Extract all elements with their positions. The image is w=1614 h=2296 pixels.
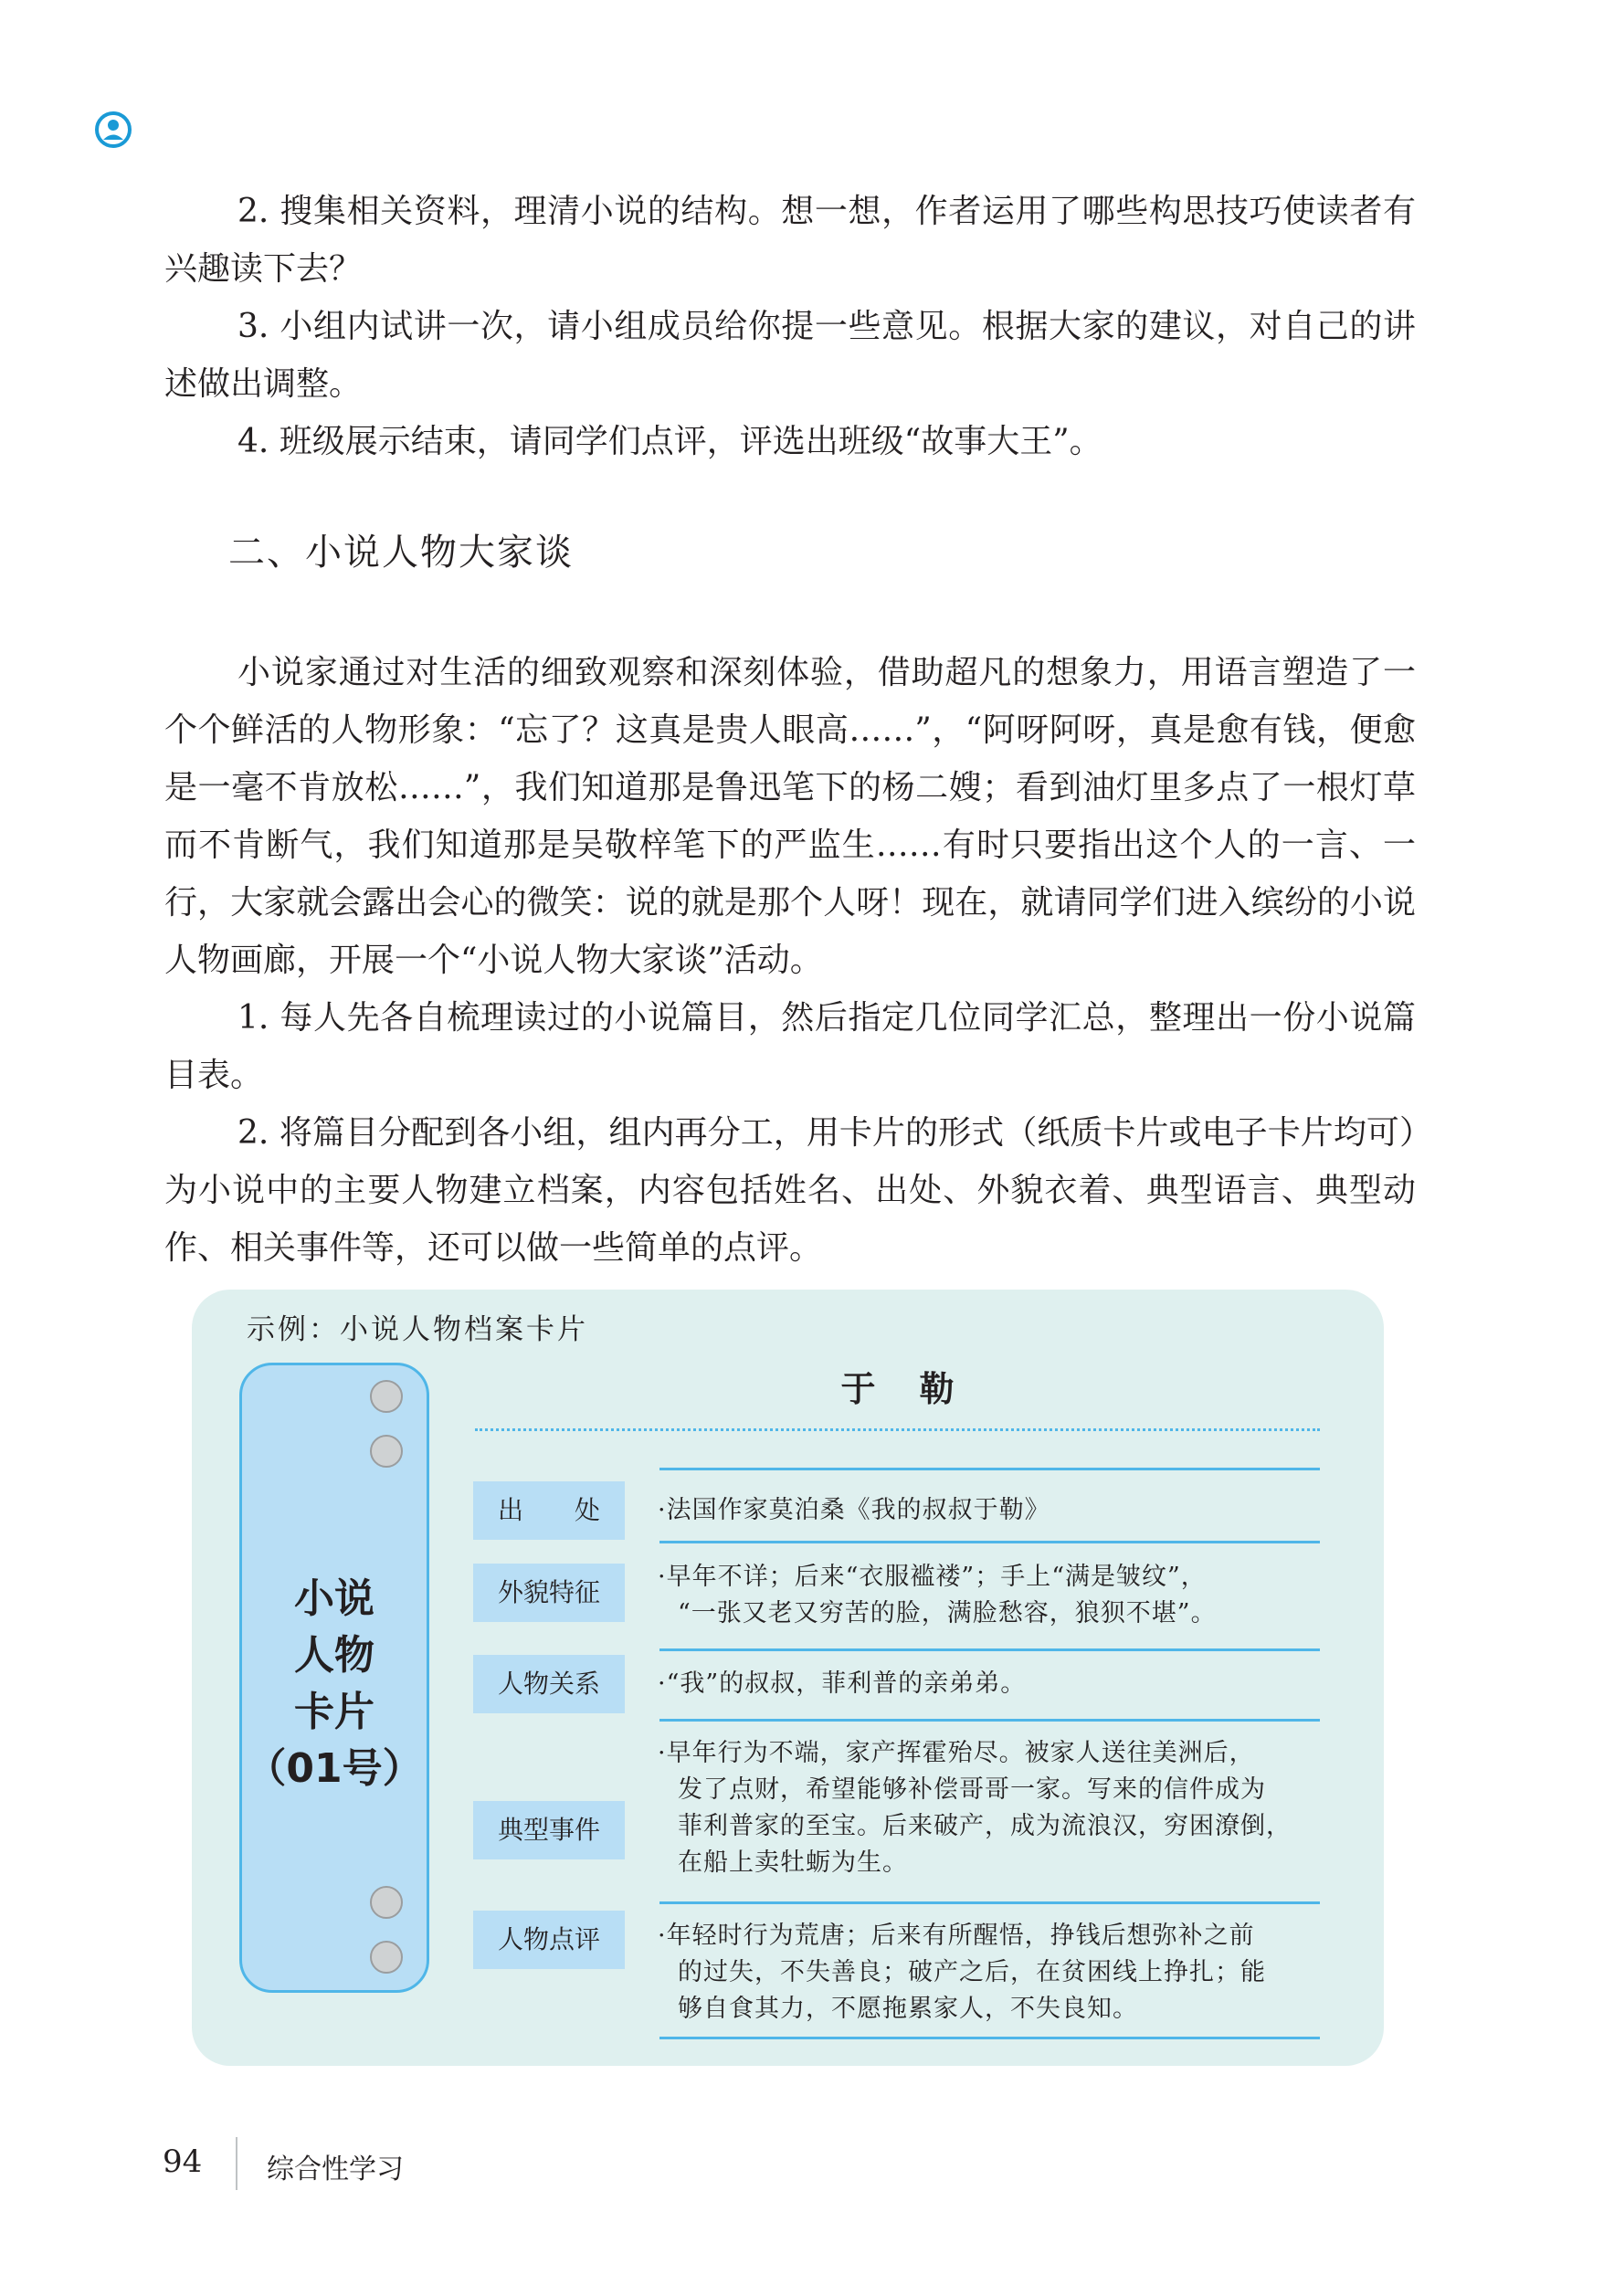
row-line-text: ·法国作家莫泊桑《我的叔叔于勒》 xyxy=(658,1496,1050,1524)
row-label-source: 出 处 xyxy=(473,1481,625,1540)
row-text-source xyxy=(658,1492,1324,1529)
tab-title xyxy=(242,1571,427,1797)
binder-hole-icon xyxy=(370,1380,403,1413)
footer-section-label: 综合性学习 xyxy=(267,2154,404,2185)
dotted-divider xyxy=(475,1428,1320,1431)
row-line-text: 发了点财，希望能够补偿哥哥一家。写来的信件成为 xyxy=(678,1775,1266,1804)
paragraph: 4. 班级展示结束，请同学们点评，评选出班级“故事大王”。 xyxy=(237,423,1102,460)
paragraph: 3. 小组内试讲一次，请小组成员给你提一些意见。根据大家的建议，对自己的讲述做出调整。 xyxy=(164,308,1416,403)
row-line-text: “一张又老又穷苦的脸，满脸愁容，狼狈不堪”。 xyxy=(678,1599,1217,1627)
row-text-events xyxy=(658,1735,1324,1881)
binder-hole-icon xyxy=(370,1941,403,1974)
tab-line: 小说 xyxy=(294,1575,374,1622)
binder-hole-icon xyxy=(370,1435,403,1468)
row-text-appearance xyxy=(658,1559,1324,1632)
section-title: 二、小说人物大家谈 xyxy=(228,532,574,574)
row-line-text: ·早年不详；后来“衣服褴褛”；手上“满是皱纹”， xyxy=(658,1563,1207,1591)
paragraph: 1. 每人先各自梳理读过的小说篇目，然后指定几位同学汇总，整理出一份小说篇目表。 xyxy=(164,999,1416,1094)
row-label-appearance: 外貌特征 xyxy=(473,1564,625,1622)
row-divider xyxy=(659,1719,1320,1722)
user-circle-icon xyxy=(95,111,132,148)
row-divider xyxy=(659,1468,1320,1470)
paragraph: 小说家通过对生活的细致观察和深刻体验，借助超凡的想象力，用语言塑造了一个个鲜活的人物形象：“忘了？这真是贵人眼高……”，“阿呀阿呀，真是愈有钱，便愈是一毫不肯放松……”，我们知道那是鲁迅笔下的杨二嫂；看到油灯里多点了一根灯草而不肯断气，我们知道那是吴敬梓笔下的严监生……有时只要指出这个人的一言、一行，大家就会露出会心的微笑：说的就是那个人呀！现在，就请同学们进入缤纷的小说人物画廊，开展一个“小说人物大家谈”活动。 xyxy=(164,654,1416,979)
row-divider xyxy=(659,2037,1320,2039)
page-number: 94 xyxy=(163,2143,203,2180)
row-line-text: ·早年行为不端，家产挥霍殆尽。被家人送往美洲后， xyxy=(658,1739,1255,1767)
row-divider xyxy=(659,1901,1320,1904)
row-line-text: 在船上卖牡蛎为生。 xyxy=(678,1848,908,1877)
row-text-comment xyxy=(658,1918,1324,2027)
row-label-comment: 人物点评 xyxy=(473,1911,625,1969)
character-name: 于勒 xyxy=(840,1369,998,1409)
card-tab xyxy=(239,1363,429,1993)
row-divider xyxy=(659,1541,1320,1543)
row-text-relation xyxy=(658,1666,1324,1702)
row-line-text: 够自食其力，不愿拖累家人，不失良知。 xyxy=(678,1995,1138,2023)
row-label-events: 典型事件 xyxy=(473,1801,625,1859)
character-card xyxy=(192,1290,1384,2066)
tab-line: 人物 xyxy=(294,1632,374,1679)
row-line-text: ·“我”的叔叔，菲利普的亲弟弟。 xyxy=(658,1669,1027,1698)
row-line-text: 菲利普家的至宝。后来破产，成为流浪汉，穷困潦倒， xyxy=(678,1812,1292,1840)
card-caption: 示例：小说人物档案卡片 xyxy=(247,1313,588,1346)
tab-line: （01号） xyxy=(246,1745,423,1792)
tab-line: 卡片 xyxy=(294,1689,374,1735)
paragraph: 2. 将篇目分配到各小组，组内再分工，用卡片的形式（纸质卡片或电子卡片均可）为小说中的主要人物建立档案，内容包括姓名、出处、外貌衣着、典型语言、典型动作、相关事件等，还可以做一些简单的点评。 xyxy=(164,1114,1416,1267)
binder-hole-icon xyxy=(370,1886,403,1919)
row-divider xyxy=(659,1648,1320,1651)
footer-divider xyxy=(236,2137,237,2190)
main-content xyxy=(164,183,1416,1277)
paragraph: 2. 搜集相关资料，理清小说的结构。想一想，作者运用了哪些构思技巧使读者有兴趣读下去？ xyxy=(164,193,1416,288)
row-line-text: ·年轻时行为荒唐；后来有所醒悟，挣钱后想弥补之前 xyxy=(658,1922,1255,1950)
row-label-relation: 人物关系 xyxy=(473,1655,625,1713)
row-line-text: 的过失，不失善良；破产之后，在贫困线上挣扎；能 xyxy=(678,1958,1266,1986)
